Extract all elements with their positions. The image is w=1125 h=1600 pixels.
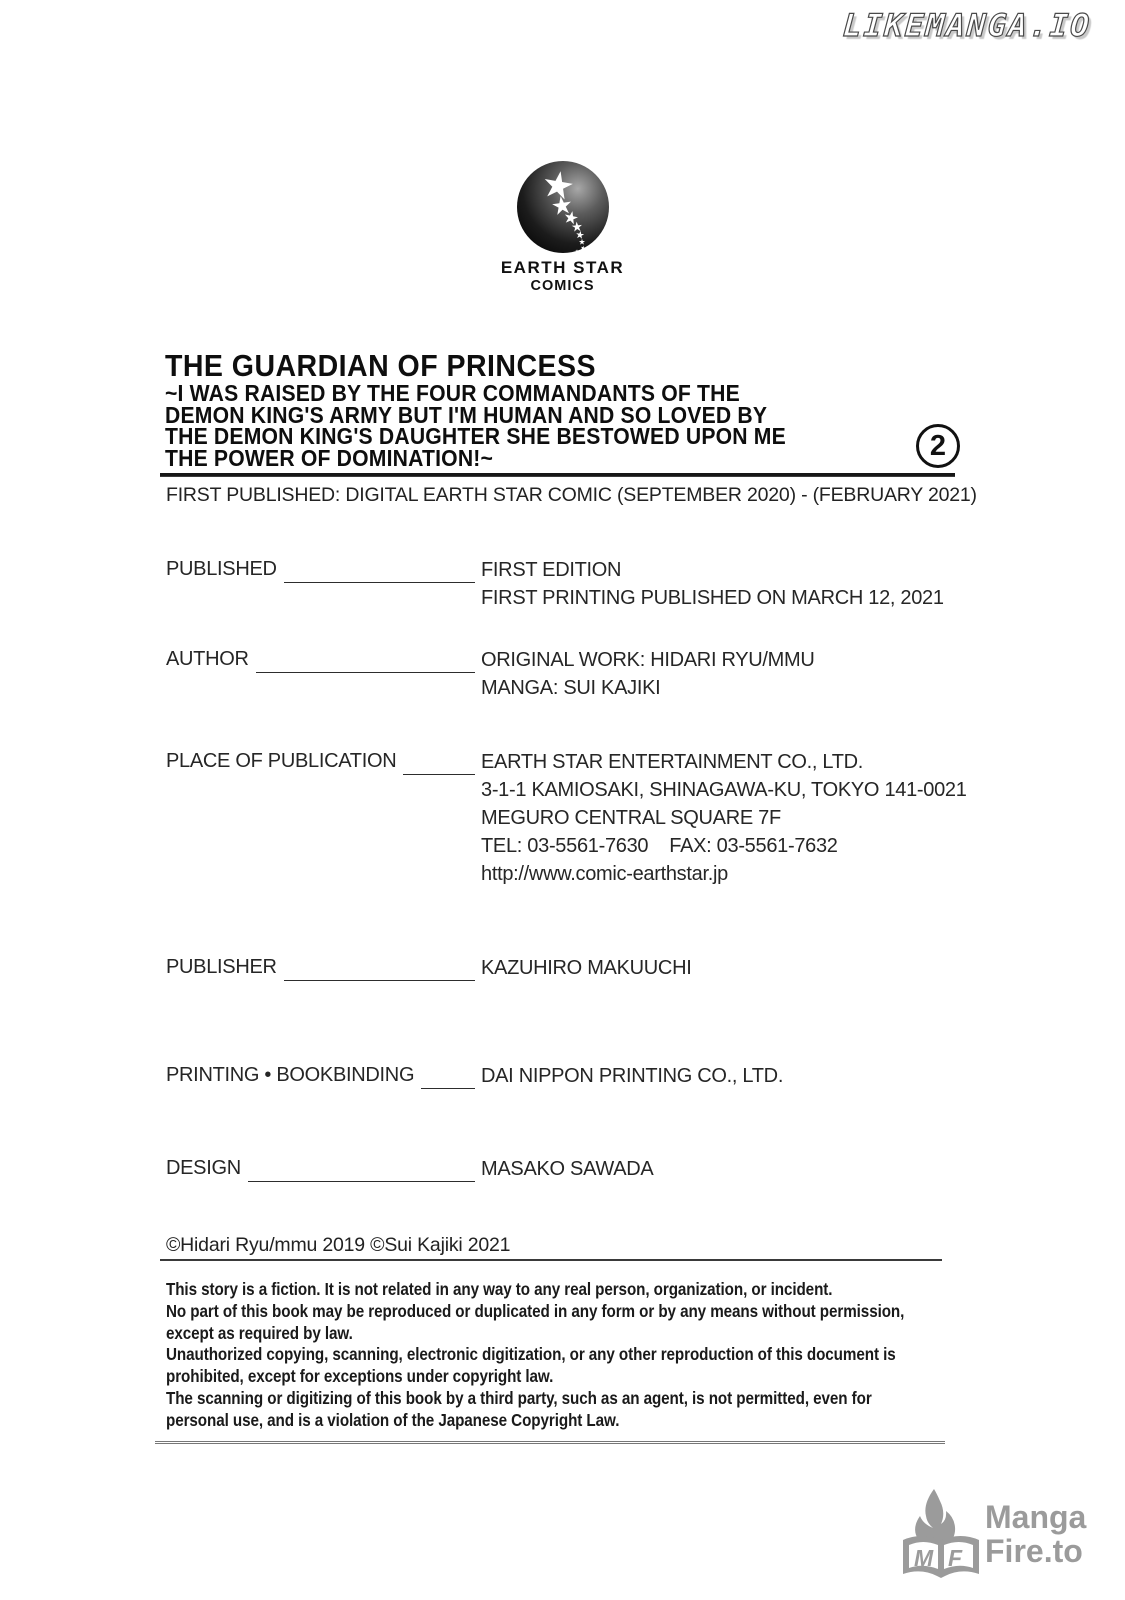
title-divider: [160, 473, 955, 477]
book-title-block: [165, 349, 786, 469]
row-label: AUTHOR: [166, 648, 249, 670]
book-subtitle-line: THE DEMON KING'S DAUGHTER SHE BESTOWED UPON ME: [165, 423, 786, 449]
row-value: EARTH STAR ENTERTAINMENT CO., LTD.: [481, 751, 864, 773]
row-label: PRINTING • BOOKBINDING: [166, 1064, 415, 1086]
colophon-row-author: [166, 646, 1076, 702]
likemanga-watermark: LIKEMANGA.IO: [841, 8, 1093, 44]
row-label: PUBLISHED: [166, 558, 277, 580]
publisher-name-sub: COMICS: [530, 278, 595, 294]
colophon-row-place-of-publication: [166, 748, 1076, 888]
mangafire-logo: [893, 1488, 1098, 1588]
earth-star-sphere-icon: [516, 160, 610, 254]
legal-line: No part of this book may be reproduced or duplicated in any form or by any means without permission,: [166, 1300, 905, 1321]
row-value: FIRST PRINTING PUBLISHED ON MARCH 12, 2021: [481, 587, 944, 609]
mangafire-initial-m: M: [914, 1545, 934, 1571]
row-label: DESIGN: [166, 1157, 241, 1179]
row-value: TEL: 03-5561-7630 FAX: 03-5561-7632: [481, 835, 838, 857]
legal-line: except as required by law.: [166, 1322, 353, 1343]
copyright-note: ©Hidari Ryu/mmu 2019 ©Sui Kajiki 2021: [166, 1234, 511, 1256]
row-value: MANGA: SUI KAJIKI: [481, 677, 661, 699]
row-value: KAZUHIRO MAKUUCHI: [481, 957, 692, 979]
mangafire-initial-f: F: [948, 1545, 963, 1571]
row-value: http://www.comic-earthstar.jp: [481, 863, 728, 885]
row-underline: [284, 959, 475, 981]
colophon-row-printing-bookbinding: [166, 1062, 1076, 1090]
first-published-note: FIRST PUBLISHED: DIGITAL EARTH STAR COMIC (SEPTEMBER 2020) - (FEBRUARY 2021): [166, 484, 977, 506]
book-subtitle-line: THE POWER OF DOMINATION!~: [165, 444, 494, 471]
earth-star-comics-logo: [0, 160, 1125, 294]
row-value: MASAKO SAWADA: [481, 1158, 654, 1180]
legal-line: Unauthorized copying, scanning, electronic digitization, or any other reproduction of this document is: [166, 1344, 896, 1365]
copyright-divider: [160, 1259, 942, 1261]
row-underline: [256, 651, 475, 673]
mangafire-wordmark-line2: Fire.to: [985, 1533, 1083, 1569]
publisher-name: EARTH STAR: [500, 258, 625, 277]
mangafire-wordmark-line1: Manga: [985, 1499, 1087, 1535]
row-value: MEGURO CENTRAL SQUARE 7F: [481, 807, 781, 829]
legal-line: The scanning or digitizing of this book by a third party, such as an agent, is not permitted, even for: [166, 1387, 872, 1408]
colophon-row-published: [166, 556, 1076, 612]
book-title: THE GUARDIAN OF PRINCESS: [165, 348, 596, 383]
row-label: PUBLISHER: [166, 956, 277, 978]
row-value: FIRST EDITION: [481, 559, 622, 581]
row-underline: [421, 1067, 475, 1089]
row-underline: [403, 753, 475, 775]
book-subtitle-line: DEMON KING'S ARMY BUT I'M HUMAN AND SO LOVED BY: [165, 401, 768, 428]
colophon-row-publisher: [166, 954, 1076, 982]
row-label: PLACE OF PUBLICATION: [166, 750, 397, 772]
colophon-row-design: [166, 1155, 1076, 1183]
bottom-divider: [155, 1441, 945, 1444]
row-underline: [248, 1160, 475, 1182]
row-value: ORIGINAL WORK: HIDARI RYU/MMU: [481, 649, 815, 671]
legal-line: prohibited, except for exceptions under copyright law.: [166, 1366, 554, 1387]
book-subtitle-line: ~I WAS RAISED BY THE FOUR COMMANDANTS OF THE: [165, 380, 740, 406]
volume-number-badge: 2: [916, 424, 960, 468]
row-value: DAI NIPPON PRINTING CO., LTD.: [481, 1065, 784, 1087]
row-value: 3-1-1 KAMIOSAKI, SHINAGAWA-KU, TOKYO 141-0021: [481, 779, 967, 801]
legal-line: personal use, and is a violation of the Japanese Copyright Law.: [166, 1409, 620, 1430]
legal-line: This story is a fiction. It is not related in any way to any real person, organization, or incident.: [166, 1279, 833, 1299]
legal-notice: [166, 1279, 904, 1432]
row-underline: [284, 561, 475, 583]
